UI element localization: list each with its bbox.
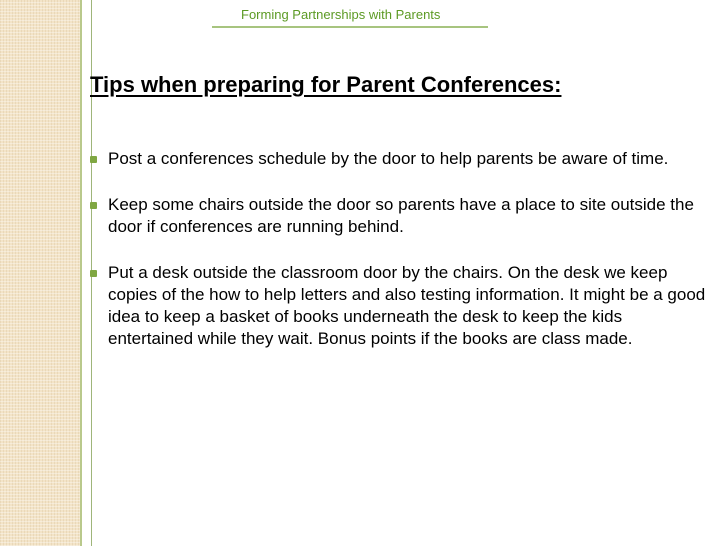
header-underline [212,26,488,28]
bullet-item [90,262,710,350]
slide-title: Tips when preparing for Parent Conferences: [90,72,562,97]
bullet-text: Post a conferences schedule by the door to help parents be aware of time. [108,149,669,168]
bullet-item [90,148,710,170]
bullet-item [90,194,710,238]
bullet-square-icon [90,270,97,277]
bullet-text: Put a desk outside the classroom door by the chairs. On the desk we keep copies of the how to help letters and also testing information. It might be a good idea to keep a basket of books underneath the desk to keep the kids entertained while they wait. Bonus points if the books are class made. [108,263,706,348]
decorative-left-band [0,0,80,546]
decorative-band-edge [80,0,82,546]
bullet-list [90,148,710,374]
slide-header: Forming Partnerships with Parents [241,7,441,22]
bullet-square-icon [90,202,97,209]
bullet-text: Keep some chairs outside the door so parents have a place to site outside the door if conferences are running behind. [108,195,694,236]
bullet-square-icon [90,156,97,163]
